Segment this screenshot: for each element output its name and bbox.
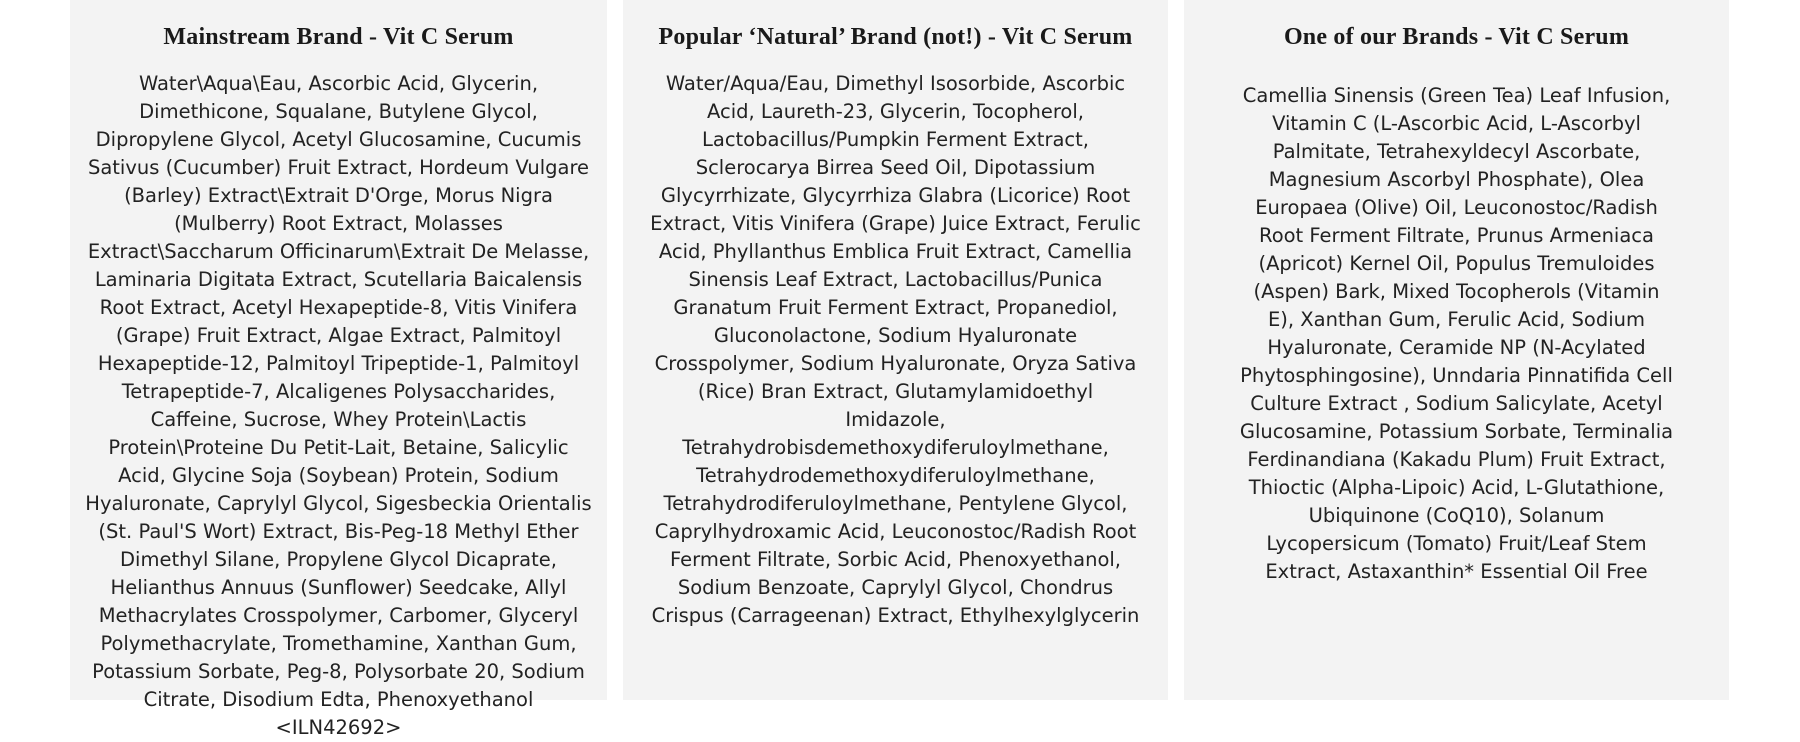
our-brand-ingredients: Camellia Sinensis (Green Tea) Leaf Infusion, Vitamin C (L-Ascorbic Acid, L-Ascorbyl Palmitate, Tetrahexyldecyl Ascorbate, Magnesium Ascorbyl Phosphate), Olea Europaea (Olive) Oil, Leuconostoc/Radish Root Ferment Filtrate, Prunus Armeniaca (Apricot) Kernel Oil, Populus Tremuloides (Aspen) Bark, Mixed Tocopherols (Vitamin E), Xanthan Gum, Ferulic Acid, Sodium Hyaluronate, Ceramide NP (N-Acylated Phytosphingosine), Unndaria Pinnatifida Cell Culture Extract , Sodium Salicylate, Acetyl Glucosamine, Potassium Sorbate, Terminalia Ferdinandiana (Kakadu Plum) Fruit Extract, Thioctic (Alpha-Lipoic) Acid, L-Glutathione, Ubiquinone (CoQ10), Solanum Lycopersicum (Tomato) Fruit/Leaf Stem Extract, Astaxanthin* Essential Oil Free bbox=[1239, 84, 1674, 583]
mainstream-brand-panel bbox=[70, 0, 607, 739]
our-brand-title: One of our Brands - Vit C Serum bbox=[1283, 24, 1630, 50]
natural-brand-title: Popular ‘Natural’ Brand (not!) - Vit C Serum bbox=[658, 24, 1133, 50]
mainstream-brand-title: Mainstream Brand - Vit C Serum bbox=[163, 24, 514, 50]
mainstream-brand-ingredients: Water\Aqua\Eau, Ascorbic Acid, Glycerin, Dimethicone, Squalane, Butylene Glycol, Dipropylene Glycol, Acetyl Glucosamine, Cucumis Sativus (Cucumber) Fruit Extract, Hordeum Vulgare (Barley) Extract\Extrait D'Orge, Morus Nigra (Mulberry) Root Extract, Molasses Extract\Saccharum Officinarum\Extrait De Melasse, Laminaria Digitata Extract, Scutellaria Baicalensis Root Extract, Acetyl Hexapeptide-8, Vitis Vinifera (Grape) Fruit Extract, Algae Extract, Palmitoyl Hexapeptide-12, Palmitoyl Tripeptide-1, Palmitoyl Tetrapeptide-7, Alcaligenes Polysaccharides, Caffeine, Sucrose, Whey Protein\Lactis Protein\Proteine Du Petit-Lait, Betaine, Salicylic Acid, Glycine Soja (Soybean) Protein, Sodium Hyaluronate, Caprylyl Glycol, Sigesbeckia Orientalis (St. Paul'S Wort) Extract, Bis-Peg-18 Methyl Ether Dimethyl Silane, Propylene Glycol Dicaprate, Helianthus Annuus (Sunflower) Seedcake, Allyl Methacrylates Crosspolymer, Carbomer, Glyceryl Polymethacrylate, Tromethamine, Xanthan Gum, Potassium Sorbate, Peg-8, Polysorbate 20, Sodium Citrate, Disodium Edta, Phenoxyethanol <ILN42692> bbox=[85, 72, 592, 739]
natural-brand-ingredients: Water/Aqua/Eau, Dimethyl Isosorbide, Ascorbic Acid, Laureth-23, Glycerin, Tocopherol, Lactobacillus/Pumpkin Ferment Extract, Sclerocarya Birrea Seed Oil, Dipotassium Glycyrrhizate, Glycyrrhiza Glabra (Licorice) Root Extract, Vitis Vinifera (Grape) Juice Extract, Ferulic Acid, Phyllanthus Emblica Fruit Extract, Camellia Sinensis Leaf Extract, Lactobacillus/Punica Granatum Fruit Ferment Extract, Propanediol, Gluconolactone, Sodium Hyaluronate Crosspolymer, Sodium Hyaluronate, Oryza Sativa (Rice) Bran Extract, Glutamylamidoethyl Imidazole, Tetrahydrobisdemethoxydiferuloylmethane, Tetrahydrodemethoxydiferuloylmethane, Tetrahydrodiferuloylmethane, Pentylene Glycol, Caprylhydroxamic Acid, Leuconostoc/Radish Root Ferment Filtrate, Sorbic Acid, Phenoxyethanol, Sodium Benzoate, Caprylyl Glycol, Chondrus Crispus (Carrageenan) Extract, Ethylhexylglycerin bbox=[650, 72, 1141, 627]
our-brand-panel bbox=[1184, 0, 1729, 700]
natural-brand-panel bbox=[623, 0, 1168, 700]
